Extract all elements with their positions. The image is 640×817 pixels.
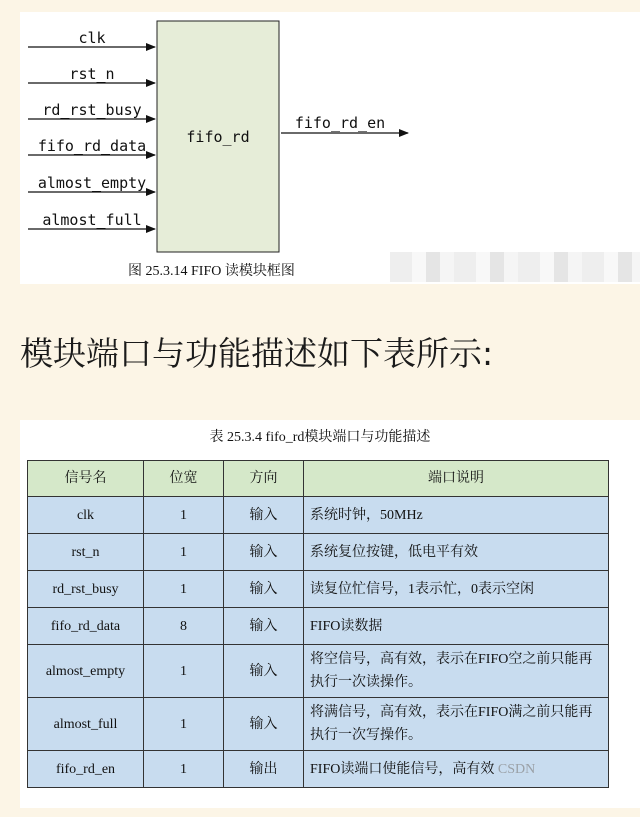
table-header-row	[28, 461, 609, 497]
table-row	[28, 751, 609, 788]
header-direction: 方向	[224, 461, 304, 497]
cell-signal: fifo_rd_en	[28, 751, 144, 788]
input-label-almost-full: almost_full	[42, 211, 142, 229]
input-label-clk: clk	[78, 29, 106, 47]
cell-direction: 输入	[224, 645, 304, 698]
table-row	[28, 645, 609, 698]
table-row	[28, 608, 609, 645]
input-label-almost-empty: almost_empty	[37, 174, 147, 192]
csdn-watermark: CSDN	[497, 761, 536, 777]
cell-direction: 输入	[224, 571, 304, 608]
module-name: fifo_rd	[186, 128, 250, 146]
cell-width: 1	[144, 534, 224, 571]
blurred-watermark	[390, 252, 640, 282]
fifo-rd-block-diagram	[20, 12, 640, 257]
figure-caption: 图 25.3.14 FIFO 读模块框图	[128, 264, 295, 279]
cell-direction: 输出	[224, 751, 304, 788]
header-signal-name: 信号名	[28, 461, 144, 497]
cell-signal: rst_n	[28, 534, 144, 571]
cell-direction: 输入	[224, 534, 304, 571]
port-table-panel	[20, 420, 640, 808]
cell-description: FIFO读数据	[304, 608, 609, 645]
cell-description: 系统复位按键，低电平有效	[304, 534, 609, 571]
cell-width: 8	[144, 608, 224, 645]
cell-description: 系统时钟，50MHz	[304, 497, 609, 534]
output-label-fifo-rd-en: fifo_rd_en	[294, 114, 386, 132]
table-caption: 表 25.3.4 fifo_rd模块端口与功能描述	[209, 430, 431, 445]
block-diagram-figure	[20, 12, 640, 284]
table-row	[28, 497, 609, 534]
cell-signal: almost_full	[28, 698, 144, 751]
cell-direction: 输入	[224, 608, 304, 645]
cell-description: 读复位忙信号，1表示忙，0表示空闲	[304, 571, 609, 608]
header-bit-width: 位宽	[144, 461, 224, 497]
input-label-rd-rst-busy: rd_rst_busy	[42, 101, 142, 119]
table-row	[28, 534, 609, 571]
cell-width: 1	[144, 645, 224, 698]
cell-width: 1	[144, 751, 224, 788]
cell-direction: 输入	[224, 497, 304, 534]
header-description: 端口说明	[304, 461, 609, 497]
cell-width: 1	[144, 571, 224, 608]
cell-signal: almost_empty	[28, 645, 144, 698]
table-row	[28, 698, 609, 751]
cell-description: 将满信号，高有效，表示在FIFO满之前只能再执行一次写操作。	[304, 698, 609, 751]
cell-description-text: FIFO读端口使能信号，高有效	[310, 761, 495, 777]
cell-direction: 输入	[224, 698, 304, 751]
port-table	[27, 460, 609, 788]
section-text: 模块端口与功能描述如下表所示:	[20, 334, 494, 373]
cell-width: 1	[144, 698, 224, 751]
cell-width: 1	[144, 497, 224, 534]
input-label-fifo-rd-data: fifo_rd_data	[37, 137, 147, 155]
cell-signal: clk	[28, 497, 144, 534]
table-row	[28, 571, 609, 608]
cell-description: 将空信号，高有效，表示在FIFO空之前只能再执行一次读操作。	[304, 645, 609, 698]
cell-description	[304, 751, 609, 788]
input-label-rst-n: rst_n	[69, 65, 115, 83]
cell-signal: rd_rst_busy	[28, 571, 144, 608]
cell-signal: fifo_rd_data	[28, 608, 144, 645]
